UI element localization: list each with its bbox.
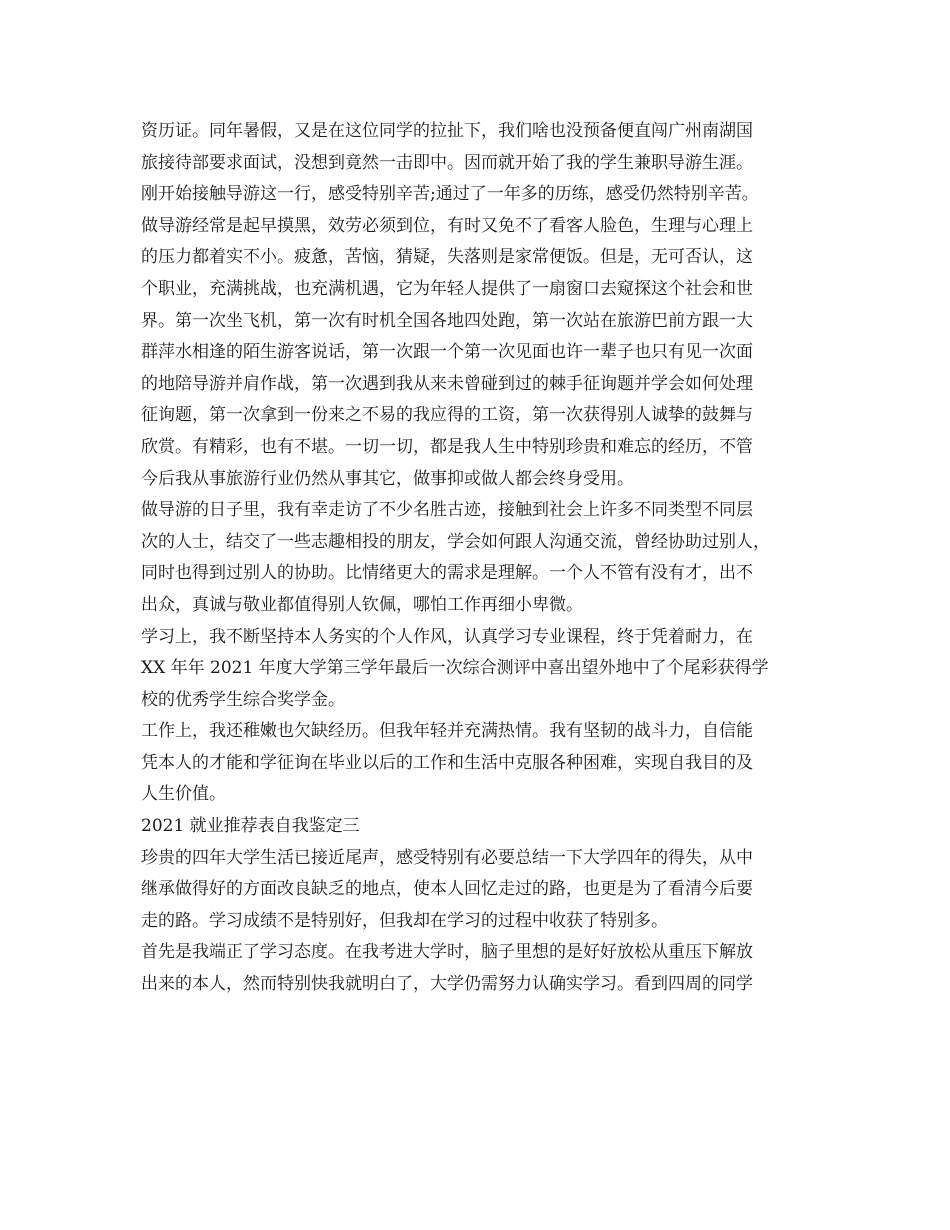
text-line: 旅接待部要求面试，没想到竟然一击即中。因而就开始了我的学生兼职导游生涯。 <box>141 152 753 173</box>
text-line: 人生价值。 <box>141 784 226 805</box>
text-line: 走的路。学习成绩不是特别好，但我却在学习的过程中收获了特别多。 <box>141 910 668 931</box>
text-line: XX 年年 2021 年度大学第三学年最后一次综合测评中喜出望外地中了个尾彩获得学 <box>141 658 769 679</box>
text-line: 珍贵的四年大学生活已接近尾声，感受特别有必要总结一下大学四年的得失，从中 <box>141 847 753 868</box>
text-line: 个职业，充满挑战，也充满机遇，它为年轻人提供了一扇窗口去窥探这个社会和世 <box>141 278 753 299</box>
text-line: 出来的本人，然而特别快我就明白了，大学仍需努力认确实学习。看到四周的同学 <box>141 974 753 995</box>
text-line: 工作上，我还稚嫩也欠缺经历。但我年轻并充满热情。我有坚韧的战斗力，自信能 <box>141 721 753 742</box>
text-line: 做导游经常是起早摸黑，效劳必须到位，有时又免不了看客人脸色，生理与心理上 <box>141 215 753 236</box>
text-line: 继承做得好的方面改良缺乏的地点，使本人回忆走过的路，也更是为了看清今后要 <box>141 879 753 900</box>
text-line: 次的人士，结交了一些志趣相投的朋友，学会如何跟人沟通交流，曾经协助过别人， <box>141 531 770 552</box>
text-line: 群萍水相逢的陌生游客说话，第一次跟一个第一次见面也许一辈子也只有见一次面 <box>141 342 753 363</box>
text-line: 资历证。同年暑假，又是在这位同学的拉扯下，我们啥也没预备便直闯广州南湖国 <box>141 121 753 141</box>
text-line: 欣赏。有精彩，也有不堪。一切一切，都是我人生中特别珍贵和难忘的经历，不管 <box>141 436 753 457</box>
text-line: 出众，真诚与敬业都值得别人钦佩，哪怕工作再细小卑微。 <box>141 594 583 615</box>
document-body <box>141 116 831 1001</box>
text-line: 同时也得到过别人的协助。比情绪更大的需求是理解。一个人不管有没有才，出不 <box>141 563 753 584</box>
text-line: 学习上，我不断坚持本人务实的个人作风，认真学习专业课程，终于凭着耐力，在 <box>141 626 753 647</box>
section-heading: 2021 就业推荐表自我鉴定三 <box>141 816 360 837</box>
text-line: 今后我从事旅游行业仍然从事其它，做事抑或做人都会终身受用。 <box>141 468 634 489</box>
text-line: 征询题，第一次拿到一份来之不易的我应得的工资，第一次获得别人诚挚的鼓舞与 <box>141 405 753 426</box>
text-line: 刚开始接触导游这一行，感受特别辛苦;通过了一年多的历练，感受仍然特别辛苦。 <box>141 184 759 205</box>
text-line: 做导游的日子里，我有幸走访了不少名胜古迹，接触到社会上许多不同类型不同层 <box>141 500 753 521</box>
text-line: 凭本人的才能和学征询在毕业以后的工作和生活中克服各种困难，实现自我目的及 <box>141 752 753 773</box>
text-line: 的地陪导游并肩作战，第一次遇到我从来未曾碰到过的棘手征询题并学会如何处理 <box>141 373 753 394</box>
text-line: 的压力都着实不小。疲惫，苦恼，猜疑，失落则是家常便饭。但是，无可否认，这 <box>141 247 753 268</box>
text-line: 界。第一次坐飞机，第一次有时机全国各地四处跑，第一次站在旅游巴前方跟一大 <box>141 310 753 331</box>
text-line: 校的优秀学生综合奖学金。 <box>141 689 345 710</box>
text-line: 首先是我端正了学习态度。在我考进大学时，脑子里想的是好好放松从重压下解放 <box>141 942 753 963</box>
